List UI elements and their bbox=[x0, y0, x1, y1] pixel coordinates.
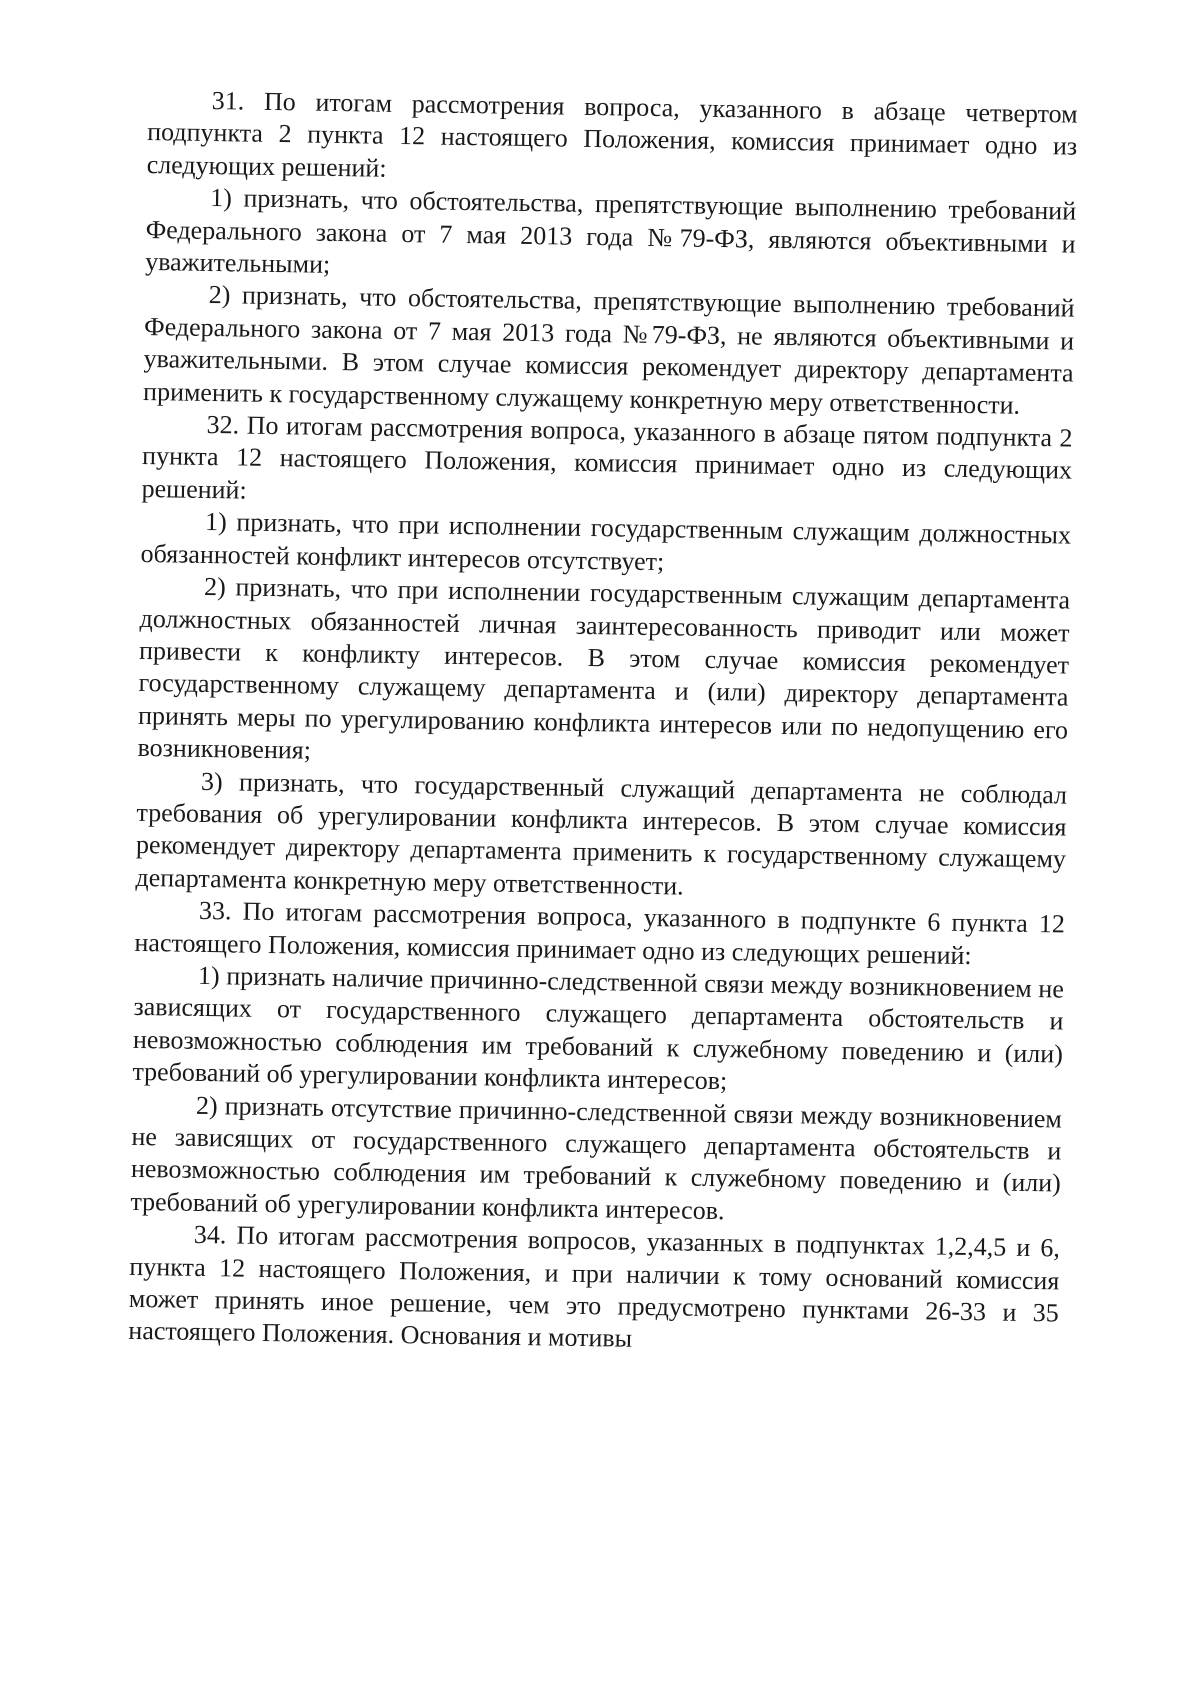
paragraph-34: 34. По итогам рассмотрения вопросов, указанных в подпунктах 1,2,4,5 и 6, пункта 12 настоящего Положения, и при наличии к тому оснований комиссия может принять иное решение, чем это предусмотрено пунктами 26-33 и 35 настоящего Положения. Основания и мотивы bbox=[128, 1220, 1061, 1354]
paragraph-32: 32. По итогам рассмотрения вопроса, указанного в абзаце пятом подпункта 2 пункта 12 настоящего Положения, комиссия принимает одно из следующих решений: bbox=[141, 410, 1073, 505]
paragraph-31-item-2: 2) признать, что обстоятельства, препятствующие выполнению требований Федерального закона от 7 мая 2013 года №79-ФЗ, не являются объективными и уважительными. В этом случае комиссия рекомендует директору департамента применить к государственному служащему конкретную меру ответственности. bbox=[142, 280, 1075, 420]
document-body bbox=[128, 84, 1078, 1362]
paragraph-33-item-2: 2) признать отсутствие причинно-следственной связи между возникновением не зависящих от государственного служащего департамента обстоятельств и невозможностью соблюдения им требований к служебному поведению и (или) требований об урегулировании конфликта интересов. bbox=[130, 1090, 1063, 1226]
paragraph-33: 33. По итогам рассмотрения вопроса, указанного в подпункте 6 пункта 12 настоящего Положения, комиссия принимает одно из следующих решений: bbox=[134, 896, 1066, 970]
paragraph-32-item-2: 2) признать, что при исполнении государственным служащим департамента должностных обязанностей личная заинтересованность приводит или может привести к конфликту интересов. В этом случае комиссия рекомендует государственному служащему департамента и (или) директору департамента принять меры по урегулированию конфликта интересов или по недопущению его возникновения; bbox=[137, 572, 1071, 765]
paragraph-31-item-1: 1) признать, что обстоятельства, препятствующие выполнению требований Федерального закона от 7 мая 2013 года №79-ФЗ, являются объективными и уважительными; bbox=[144, 183, 1077, 279]
paragraph-33-item-1: 1) признать наличие причинно-следственной связи между возникновением не зависящих от государственного служащего департамента обстоятельств и невозможностью соблюдения им требований к служебному поведению и (или) требований об урегулировании конфликта интересов; bbox=[132, 960, 1065, 1096]
paragraph-32-item-1: 1) признать, что при исполнении государственным служащим должностных обязанностей конфликт интересов отсутствует; bbox=[140, 507, 1072, 576]
paragraph-32-item-3: 3) признать, что государственный служащий департамента не соблюдал требования об урегулировании конфликта интересов. В этом случае комиссия рекомендует директору департамента применить к государственному служащему департамента конкретную меру ответственности. bbox=[135, 766, 1068, 901]
paragraph-31: 31. По итогам рассмотрения вопроса, указанного в абзаце четвертом подпункта 2 пункта 12 настоящего Положения, комиссия принимает одно из следующих решений: bbox=[146, 86, 1078, 183]
